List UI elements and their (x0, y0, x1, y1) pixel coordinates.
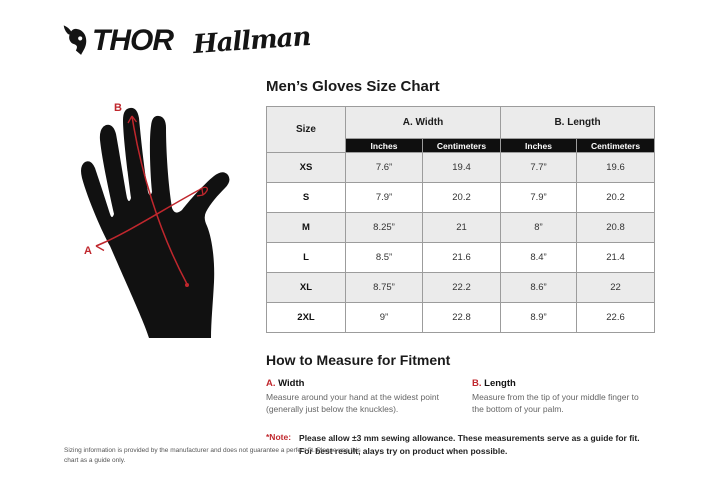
col-group-width: A. Width (346, 107, 501, 139)
value-cell: 19.4 (423, 153, 501, 183)
width-letter: A. (266, 378, 276, 389)
subheader-length-cm: Centimeters (577, 139, 655, 153)
size-cell: XS (267, 153, 346, 183)
brand-logos (62, 21, 312, 61)
page-title: Men’s Gloves Size Chart (266, 78, 440, 95)
value-cell: 8.9” (501, 303, 577, 333)
note-text: Please allow ±3 mm sewing allowance. These measurements serve as a guide for fit. For best result, alays try on product when possible. (299, 432, 640, 456)
chart-column (266, 78, 654, 457)
value-cell: 8.4” (501, 243, 577, 273)
table-row (267, 153, 655, 183)
subheader-width-cm: Centimeters (423, 139, 501, 153)
size-cell: M (267, 213, 346, 243)
length-line-end (185, 283, 189, 287)
table-row (267, 243, 655, 273)
value-cell: 19.6 (577, 153, 655, 183)
value-cell: 9” (346, 303, 423, 333)
measure-length-block (472, 378, 654, 416)
label-b: B (114, 102, 122, 114)
measure-width-label (266, 378, 466, 389)
value-cell: 7.6” (346, 153, 423, 183)
measure-heading: How to Measure for Fitment (266, 352, 451, 368)
col-header-size: Size (267, 107, 346, 153)
value-cell: 8.25” (346, 213, 423, 243)
label-a: A (84, 245, 92, 257)
value-cell: 20.8 (577, 213, 655, 243)
width-word: Width (278, 378, 305, 389)
value-cell: 22 (577, 273, 655, 303)
value-cell: 20.2 (423, 183, 501, 213)
value-cell: 20.2 (577, 183, 655, 213)
value-cell: 8.5” (346, 243, 423, 273)
value-cell: 22.2 (423, 273, 501, 303)
value-cell: 7.9” (501, 183, 577, 213)
size-cell: L (267, 243, 346, 273)
value-cell: 22.6 (577, 303, 655, 333)
note-label: *Note: (266, 431, 292, 442)
value-cell: 7.7” (501, 153, 577, 183)
thor-helmet-icon (62, 25, 88, 57)
manufacturer-disclaimer: Sizing information is provided by the manufacturer and does not guarantee a perfect fit. Please use this chart as a guide only. (64, 447, 361, 465)
value-cell: 8.6” (501, 273, 577, 303)
table-row (267, 183, 655, 213)
measure-width-text: Measure around your hand at the widest point (generally just below the knuckles). (266, 392, 439, 414)
value-cell: 8” (501, 213, 577, 243)
thor-logo (62, 24, 173, 58)
glove-measurement-figure (58, 88, 254, 338)
size-cell: XL (267, 273, 346, 303)
size-cell: 2XL (267, 303, 346, 333)
value-cell: 8.75” (346, 273, 423, 303)
measure-width-block (266, 378, 466, 416)
value-cell: 21.4 (577, 243, 655, 273)
length-word: Length (484, 378, 516, 389)
value-cell: 7.9” (346, 183, 423, 213)
glove-illustration (58, 88, 254, 338)
measure-length-label (472, 378, 654, 389)
measure-length-text: Measure from the tip of your middle finger to the bottom of your palm. (472, 392, 639, 414)
subheader-width-inches: Inches (346, 139, 423, 153)
length-letter: B. (472, 378, 482, 389)
size-table (266, 106, 655, 333)
table-row (267, 213, 655, 243)
hand-silhouette (81, 108, 229, 338)
table-row (267, 303, 655, 333)
table-row (267, 273, 655, 303)
width-arrow-left (96, 242, 105, 251)
value-cell: 22.8 (423, 303, 501, 333)
hallman-wordmark: Hallman (192, 21, 312, 61)
value-cell: 21.6 (423, 243, 501, 273)
col-group-length: B. Length (501, 107, 655, 139)
thor-wordmark: THOR (92, 24, 173, 57)
size-cell: S (267, 183, 346, 213)
measure-instructions (266, 378, 654, 416)
value-cell: 21 (423, 213, 501, 243)
subheader-length-inches: Inches (501, 139, 577, 153)
